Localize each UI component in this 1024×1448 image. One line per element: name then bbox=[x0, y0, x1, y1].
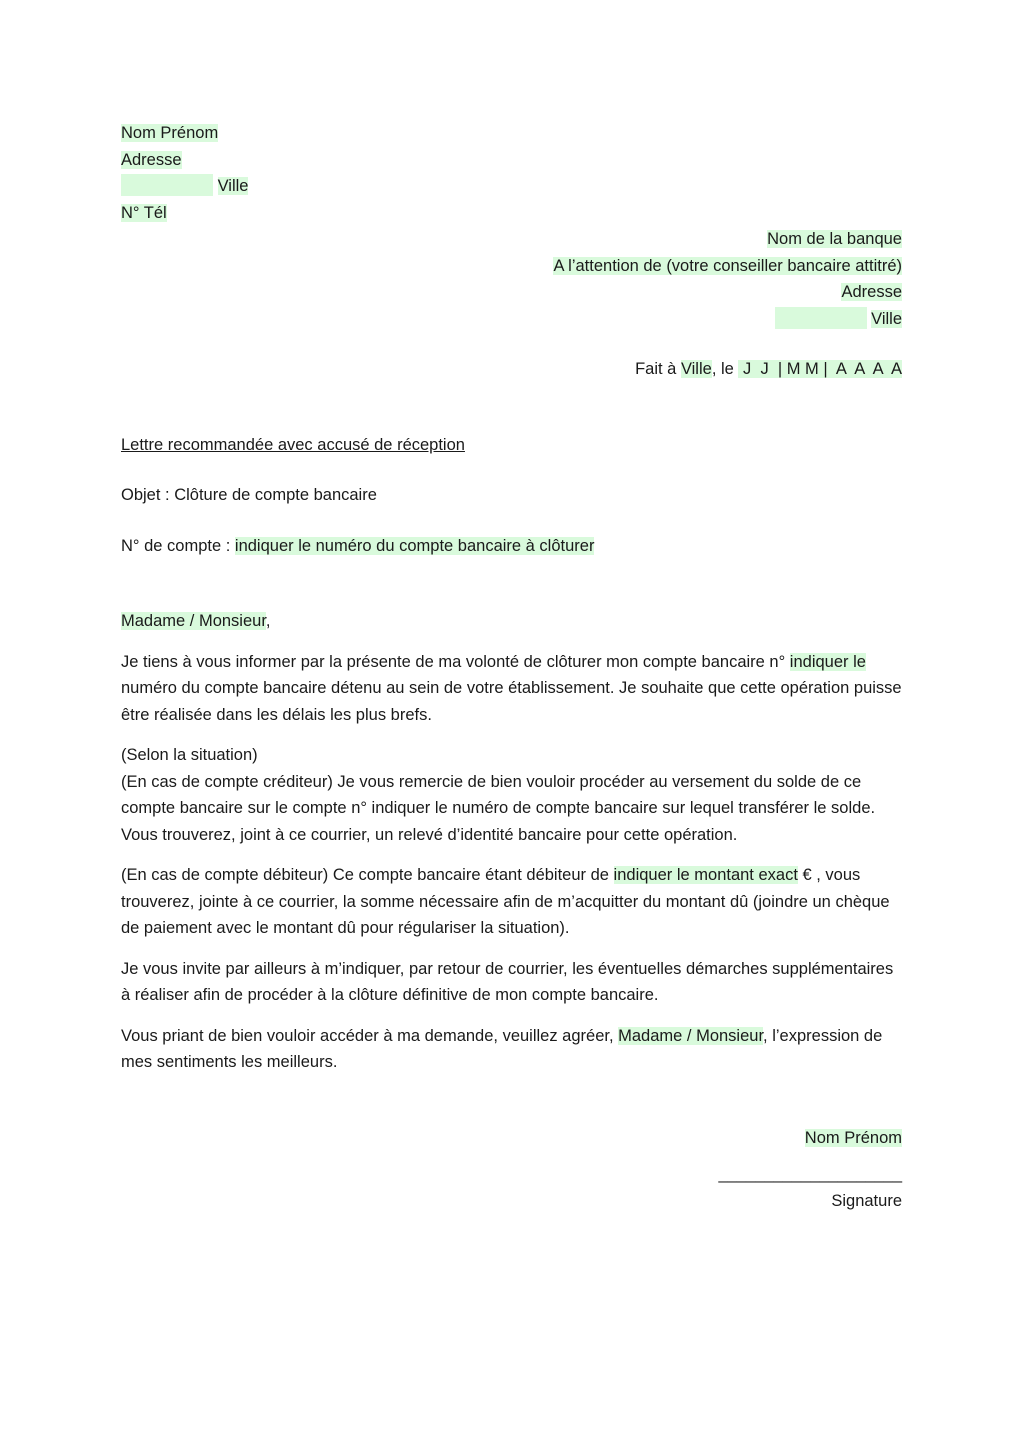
p5-rest: , l’expression de mes sentiments les meilleurs. bbox=[121, 1026, 883, 1071]
recipient-city-line bbox=[121, 306, 902, 333]
date-mid: , le bbox=[711, 360, 739, 378]
letter-page bbox=[121, 120, 902, 1214]
p3-highlight: indiquer le montant exact bbox=[613, 866, 798, 884]
date-value: J J | M M | A A A A bbox=[738, 360, 902, 378]
signature-rule: ____________________ bbox=[718, 1165, 902, 1183]
sender-city: Ville bbox=[217, 177, 249, 195]
date-prefix: Fait à bbox=[635, 360, 681, 378]
p5-start: Vous priant de bien vouloir accéder à ma demande, veuillez agréer, bbox=[121, 1026, 619, 1045]
sender-phone: N° Tél bbox=[121, 203, 167, 222]
sender-city-line bbox=[121, 173, 902, 200]
date-line bbox=[121, 356, 902, 383]
paragraph-demarches: Je vous invite par ailleurs à m’indiquer, par retour de courrier, les éventuelles démarches supplémentaires à réaliser afin de procéder à la clôture définitive de mon compte bancaire. bbox=[121, 959, 894, 1004]
recipient-address-line bbox=[121, 279, 902, 306]
p3-start: (En cas de compte débiteur) Ce compte bancaire étant débiteur de bbox=[121, 866, 614, 884]
signature-name: Nom Prénom bbox=[804, 1128, 902, 1147]
paragraph-situation-label: (Selon la situation) bbox=[121, 746, 258, 764]
signature-block bbox=[121, 1125, 902, 1215]
sender-postal-code-placeholder bbox=[121, 174, 213, 196]
paragraph-debiteur bbox=[121, 862, 902, 942]
sender-phone-line bbox=[121, 200, 902, 227]
sender-address: Adresse bbox=[121, 150, 182, 169]
p5-highlight: Madame / Monsieur bbox=[618, 1026, 764, 1045]
p1-highlight: indiquer le bbox=[789, 652, 866, 671]
recipient-bank: Nom de la banque bbox=[767, 230, 902, 248]
p1-start: Je tiens à vous informer par la présente de ma volonté de clôturer mon compte bancaire n° bbox=[121, 652, 790, 671]
recipient-attention-line bbox=[121, 253, 902, 280]
date-city: Ville bbox=[680, 360, 712, 378]
registered-letter-mention: Lettre recommandée avec accusé de réception bbox=[121, 435, 465, 454]
recipient-attention: A l’attention de (votre conseiller bancaire attitré) bbox=[553, 256, 902, 275]
salutation bbox=[121, 608, 902, 635]
salutation-punct: , bbox=[265, 612, 271, 630]
recipient-city: Ville bbox=[871, 309, 902, 328]
account-number-value: indiquer le numéro du compte bancaire à clôturer bbox=[234, 536, 595, 555]
p3-rest: € , vous trouverez, jointe à ce courrier, la somme nécessaire afin de m’acquitter du montant dû (joindre un chèque de paiement avec le montant dû pour régulariser la situation). bbox=[121, 866, 890, 937]
salutation-title: Madame / Monsieur bbox=[121, 612, 266, 630]
recipient-block bbox=[121, 226, 902, 332]
recipient-address: Adresse bbox=[841, 283, 902, 301]
recipient-postal-code-placeholder bbox=[775, 307, 867, 329]
sender-address-line bbox=[121, 147, 902, 174]
signature-label: Signature bbox=[831, 1191, 902, 1210]
paragraph-intention bbox=[121, 649, 902, 729]
recipient-bank-line bbox=[121, 226, 902, 253]
account-number-label: N° de compte : bbox=[121, 536, 235, 555]
sender-name: Nom Prénom bbox=[121, 124, 219, 142]
sender-name-line bbox=[121, 120, 902, 147]
signature-name-line bbox=[121, 1125, 902, 1152]
p1-rest: numéro du compte bancaire détenu au sein de votre établissement. Je souhaite que cette opération puisse être réalisée dans les délais les plus brefs. bbox=[121, 679, 902, 724]
subject-line: Objet : Clôture de compte bancaire bbox=[121, 486, 377, 504]
account-number-line bbox=[121, 533, 902, 560]
sender-block bbox=[121, 120, 902, 226]
paragraph-crediteur: (En cas de compte créditeur) Je vous remercie de bien vouloir procéder au versement du solde de ce compte bancaire sur le compte n° indiquer le numéro de compte bancaire sur lequel transférer le solde. Vous trouverez, joint à ce courrier, un relevé d’identité bancaire pour cette opération. bbox=[121, 772, 876, 844]
paragraph-closing bbox=[121, 1023, 902, 1076]
